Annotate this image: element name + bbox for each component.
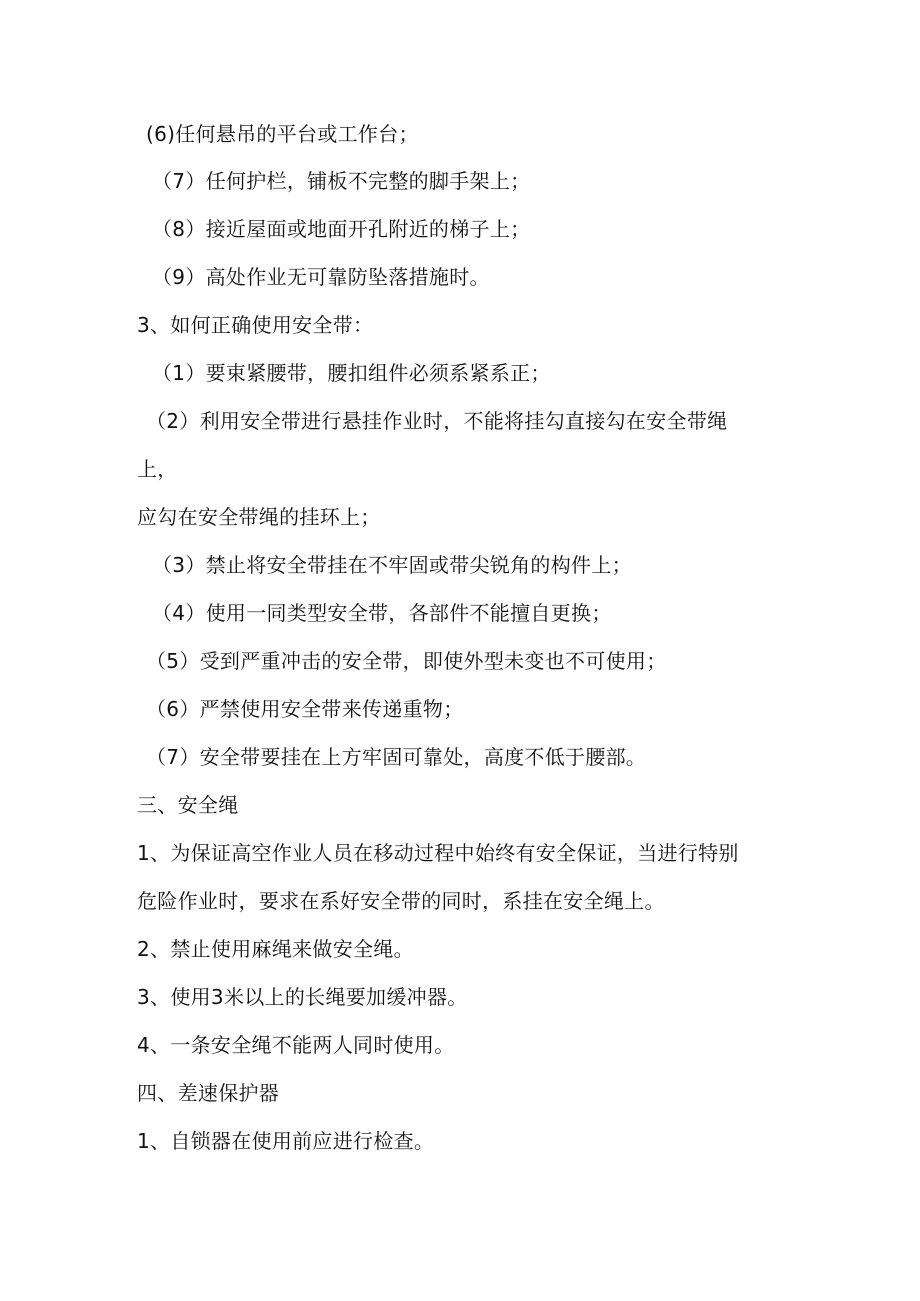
text-line: 1、为保证高空作业人员在移动过程中始终有安全保证，当进行特别 bbox=[137, 841, 739, 865]
text-line: 4、一条安全绳不能两人同时使用。 bbox=[137, 1033, 455, 1057]
section-heading: 3、如何正确使用安全带： bbox=[137, 313, 374, 337]
text-line: 2、禁止使用麻绳来做安全绳。 bbox=[137, 937, 414, 961]
text-line: （3）禁止将安全带挂在不牢固或带尖锐角的构件上； bbox=[152, 553, 632, 577]
text-line: （6）严禁使用安全带来传递重物； bbox=[146, 697, 464, 721]
text-line: （4）使用一同类型安全带，各部件不能擅自更换； bbox=[152, 601, 612, 625]
text-line: （1）要束紧腰带，腰扣组件必须系紧系正； bbox=[152, 361, 551, 385]
text-line: （5）受到严重冲击的安全带，即使外型未变也不可使用； bbox=[146, 649, 667, 673]
text-line: 上， bbox=[137, 457, 178, 481]
text-line: （9）高处作业无可靠防坠落措施时。 bbox=[152, 265, 490, 289]
text-line: （8）接近屋面或地面开孔附近的梯子上； bbox=[152, 217, 531, 241]
text-line: 1、自锁器在使用前应进行检查。 bbox=[137, 1129, 435, 1153]
text-line: 危险作业时，要求在系好安全带的同时，系挂在安全绳上。 bbox=[137, 889, 665, 913]
text-line: （2）利用安全带进行悬挂作业时，不能将挂勾直接勾在安全带绳 bbox=[146, 409, 728, 433]
text-line: （7）任何护栏，铺板不完整的脚手架上； bbox=[152, 169, 531, 193]
section-heading: 四、差速保护器 bbox=[137, 1081, 280, 1105]
section-heading: 三、安全绳 bbox=[137, 793, 239, 817]
text-line: 3、使用3米以上的长绳要加缓冲器。 bbox=[137, 985, 468, 1009]
text-line: （7）安全带要挂在上方牢固可靠处，高度不低于腰部。 bbox=[146, 745, 647, 769]
text-line: 应勾在安全带绳的挂环上； bbox=[137, 505, 381, 529]
text-line: (6)任何悬吊的平台或工作台； bbox=[146, 122, 419, 146]
